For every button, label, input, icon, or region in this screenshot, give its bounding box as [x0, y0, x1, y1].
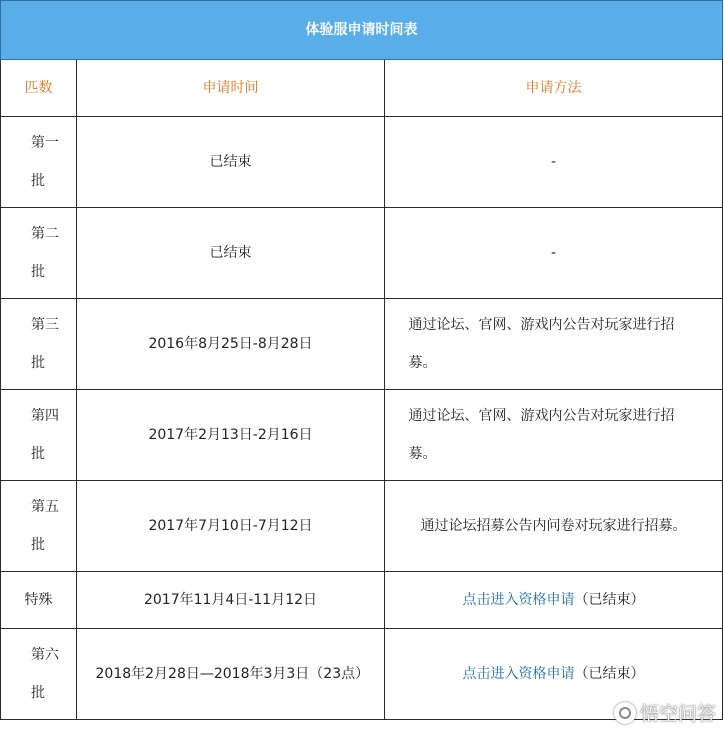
batch-cell: 第五批 [1, 481, 77, 572]
status-suffix: （已结束） [574, 592, 645, 608]
table-row [1, 299, 723, 390]
title-row [1, 1, 723, 60]
method-cell: 通过论坛、官网、游戏内公告对玩家进行招募。 [385, 299, 723, 390]
apply-link[interactable]: 点击进入资格申请 [462, 666, 575, 682]
table-title: 体验服申请时间表 [1, 1, 723, 60]
method-cell: - [385, 208, 723, 299]
batch-cell: 第三批 [1, 299, 77, 390]
batch-cell: 第六批 [1, 629, 77, 720]
batch-cell: 特殊 [1, 572, 77, 629]
table-row [1, 117, 723, 208]
time-cell: 2018年2月28日—2018年3月3日（23点） [77, 629, 385, 720]
table-row [1, 481, 723, 572]
header-time: 申请时间 [77, 60, 385, 117]
batch-cell: 第二批 [1, 208, 77, 299]
time-cell: 2017年2月13日-2月16日 [77, 390, 385, 481]
wukong-logo-icon [614, 702, 636, 724]
header-row [1, 60, 723, 117]
time-cell: 已结束 [77, 208, 385, 299]
status-suffix: （已结束） [574, 666, 645, 682]
header-method: 申请方法 [385, 60, 723, 117]
table-row [1, 208, 723, 299]
batch-cell: 第四批 [1, 390, 77, 481]
batch-cell: 第一批 [1, 117, 77, 208]
method-cell: 通过论坛、官网、游戏内公告对玩家进行招募。 [385, 390, 723, 481]
apply-link[interactable]: 点击进入资格申请 [462, 592, 575, 608]
table-row [1, 390, 723, 481]
time-cell: 2016年8月25日-8月28日 [77, 299, 385, 390]
watermark [614, 699, 716, 726]
time-cell: 2017年7月10日-7月12日 [77, 481, 385, 572]
time-cell: 2017年11月4日-11月12日 [77, 572, 385, 629]
time-cell: 已结束 [77, 117, 385, 208]
table-row [1, 572, 723, 629]
header-batch: 匹数 [1, 60, 77, 117]
method-cell: 通过论坛招募公告内问卷对玩家进行招募。 [385, 481, 723, 572]
watermark-text: 悟空问答 [639, 703, 716, 725]
method-cell: - [385, 117, 723, 208]
method-cell [385, 572, 723, 629]
